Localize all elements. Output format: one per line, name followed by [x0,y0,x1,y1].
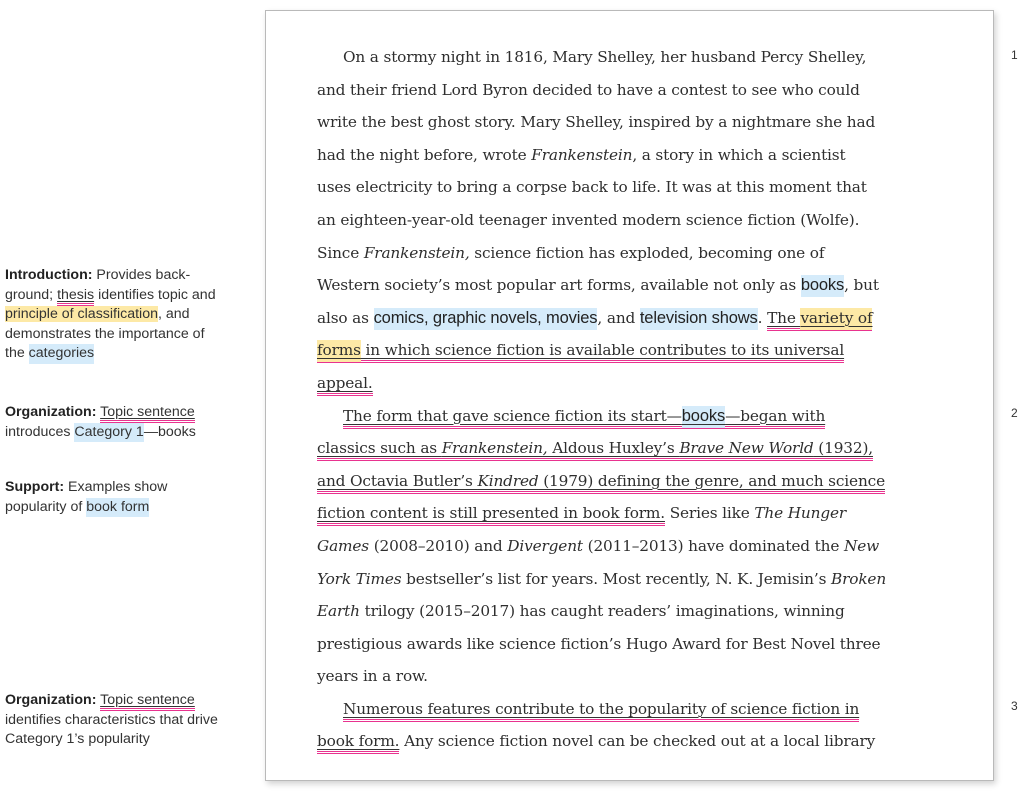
topic-sentence-underline: fiction content is still presented in book form. [317,504,665,526]
text-line [317,693,947,726]
topic-sentence-underline: Numerous features contribute to the popularity of science fiction in [343,700,859,722]
annotation-term-topic-sentence: Topic sentence [100,404,195,423]
text-line: an eighteen-year-old teenager invented modern science fiction (Wolfe). [317,210,860,229]
text-line: fiction content is still presented in book form. Series like The Hunger [317,497,947,530]
topic-sentence-underline: book form. [317,732,399,754]
text-line: Western society’s most popular art forms, available not only as books, but [317,269,947,302]
thesis-underline: The variety of [767,309,872,331]
book-title: Frankenstein, [363,243,470,262]
book-title: Games [317,536,369,555]
category-highlight: television shows [640,308,758,330]
book-title: Kindred [477,471,539,490]
text-line: On a stormy night in 1816, Mary Shelley, her husband Percy Shelley, [343,48,867,66]
principle-highlight: variety of [800,308,872,330]
essay-text [317,41,947,758]
thesis-underline: appeal. [317,374,373,396]
paragraph-number: 1 [1011,48,1018,62]
text-line: Since Frankenstein, science fiction has exploded, becoming one of [317,243,825,262]
topic-sentence-underline: The form that gave science fiction its start—books—began with [343,407,825,429]
annotation-organization-2: Organization: Topic sentence identifies characteristics that drive Category 1’s popularity [5,692,218,747]
essay-page [265,10,994,781]
principle-highlight: forms [317,340,361,362]
paragraph-number: 3 [1011,699,1018,713]
text-line: Games (2008–2010) and Divergent (2011–2013) have dominated the New [317,536,880,555]
category-highlight: books [682,406,725,428]
text-line [317,400,947,433]
annotation-label: Organization: [5,404,97,420]
book-title: Divergent [507,536,583,555]
book-title: New [843,536,880,555]
thesis-underline: forms in which science fiction is available contributes to its universal [317,341,844,363]
annotation-term-thesis: thesis [57,287,94,306]
book-title: Frankenstein [531,145,633,164]
text-line: York Times bestseller’s list for years. Most recently, N. K. Jemisin’s Broken [317,569,887,588]
text-line: uses electricity to bring a corpse back to life. It was at this moment that [317,178,867,197]
annotation-term-book-form: book form [86,498,150,515]
category-highlight: comics, graphic novels, movies [374,308,598,330]
annotation-support: Support: Examples show popularity of book form [5,479,168,515]
text-line [317,432,947,465]
book-title: Broken [831,569,887,588]
text-line [317,465,947,498]
book-title: Frankenstein, [441,439,548,458]
text-line: and their friend Lord Byron decided to have a contest to see who could [317,80,860,99]
annotation-term-principle: principle of classification [5,306,158,322]
text-line: years in a row. [317,667,428,686]
book-title: Brave New World [679,439,814,458]
annotation-label: Organization: [5,692,97,708]
book-title: Earth [317,602,360,621]
annotation-term-categories: categories [29,344,94,364]
annotation-label: Introduction: [5,267,93,283]
annotation-term-topic-sentence: Topic sentence [100,692,195,711]
text-line: had the night before, wrote Frankenstein, a story in which a scientist [317,145,846,164]
paragraph-number: 2 [1011,406,1018,420]
book-title: York Times [317,569,402,588]
annotation-label: Support: [5,479,65,495]
category-highlight: books [801,275,844,297]
annotation-term-category-1: Category 1 [74,423,144,440]
text-line [317,334,947,367]
text-line: prestigious awards like science fiction’s Hugo Award for Best Novel three [317,634,881,653]
text-line: book form. Any science fiction novel can be checked out at a local library [317,725,947,758]
book-title: The Hunger [754,504,847,523]
topic-sentence-underline: and Octavia Butler’s Kindred (1979) defining the genre, and much science [317,472,885,494]
text-line [317,367,947,400]
topic-sentence-underline: classics such as Frankenstein, Aldous Huxley’s Brave New World (1932), [317,439,873,461]
annotation-organization-1: Organization: Topic sentence introduces Category 1—books [5,404,196,440]
text-line: write the best ghost story. Mary Shelley, inspired by a nightmare she had [317,113,876,132]
annotation-introduction: Introduction: Provides back- ground; thesis identifies topic and principle of classification, and demonstrates the importance of the categories [5,266,255,364]
text-line: also as comics, graphic novels, movies, and television shows. The variety of [317,302,947,335]
text-line: Earth trilogy (2015–2017) has caught readers’ imaginations, winning [317,602,845,621]
